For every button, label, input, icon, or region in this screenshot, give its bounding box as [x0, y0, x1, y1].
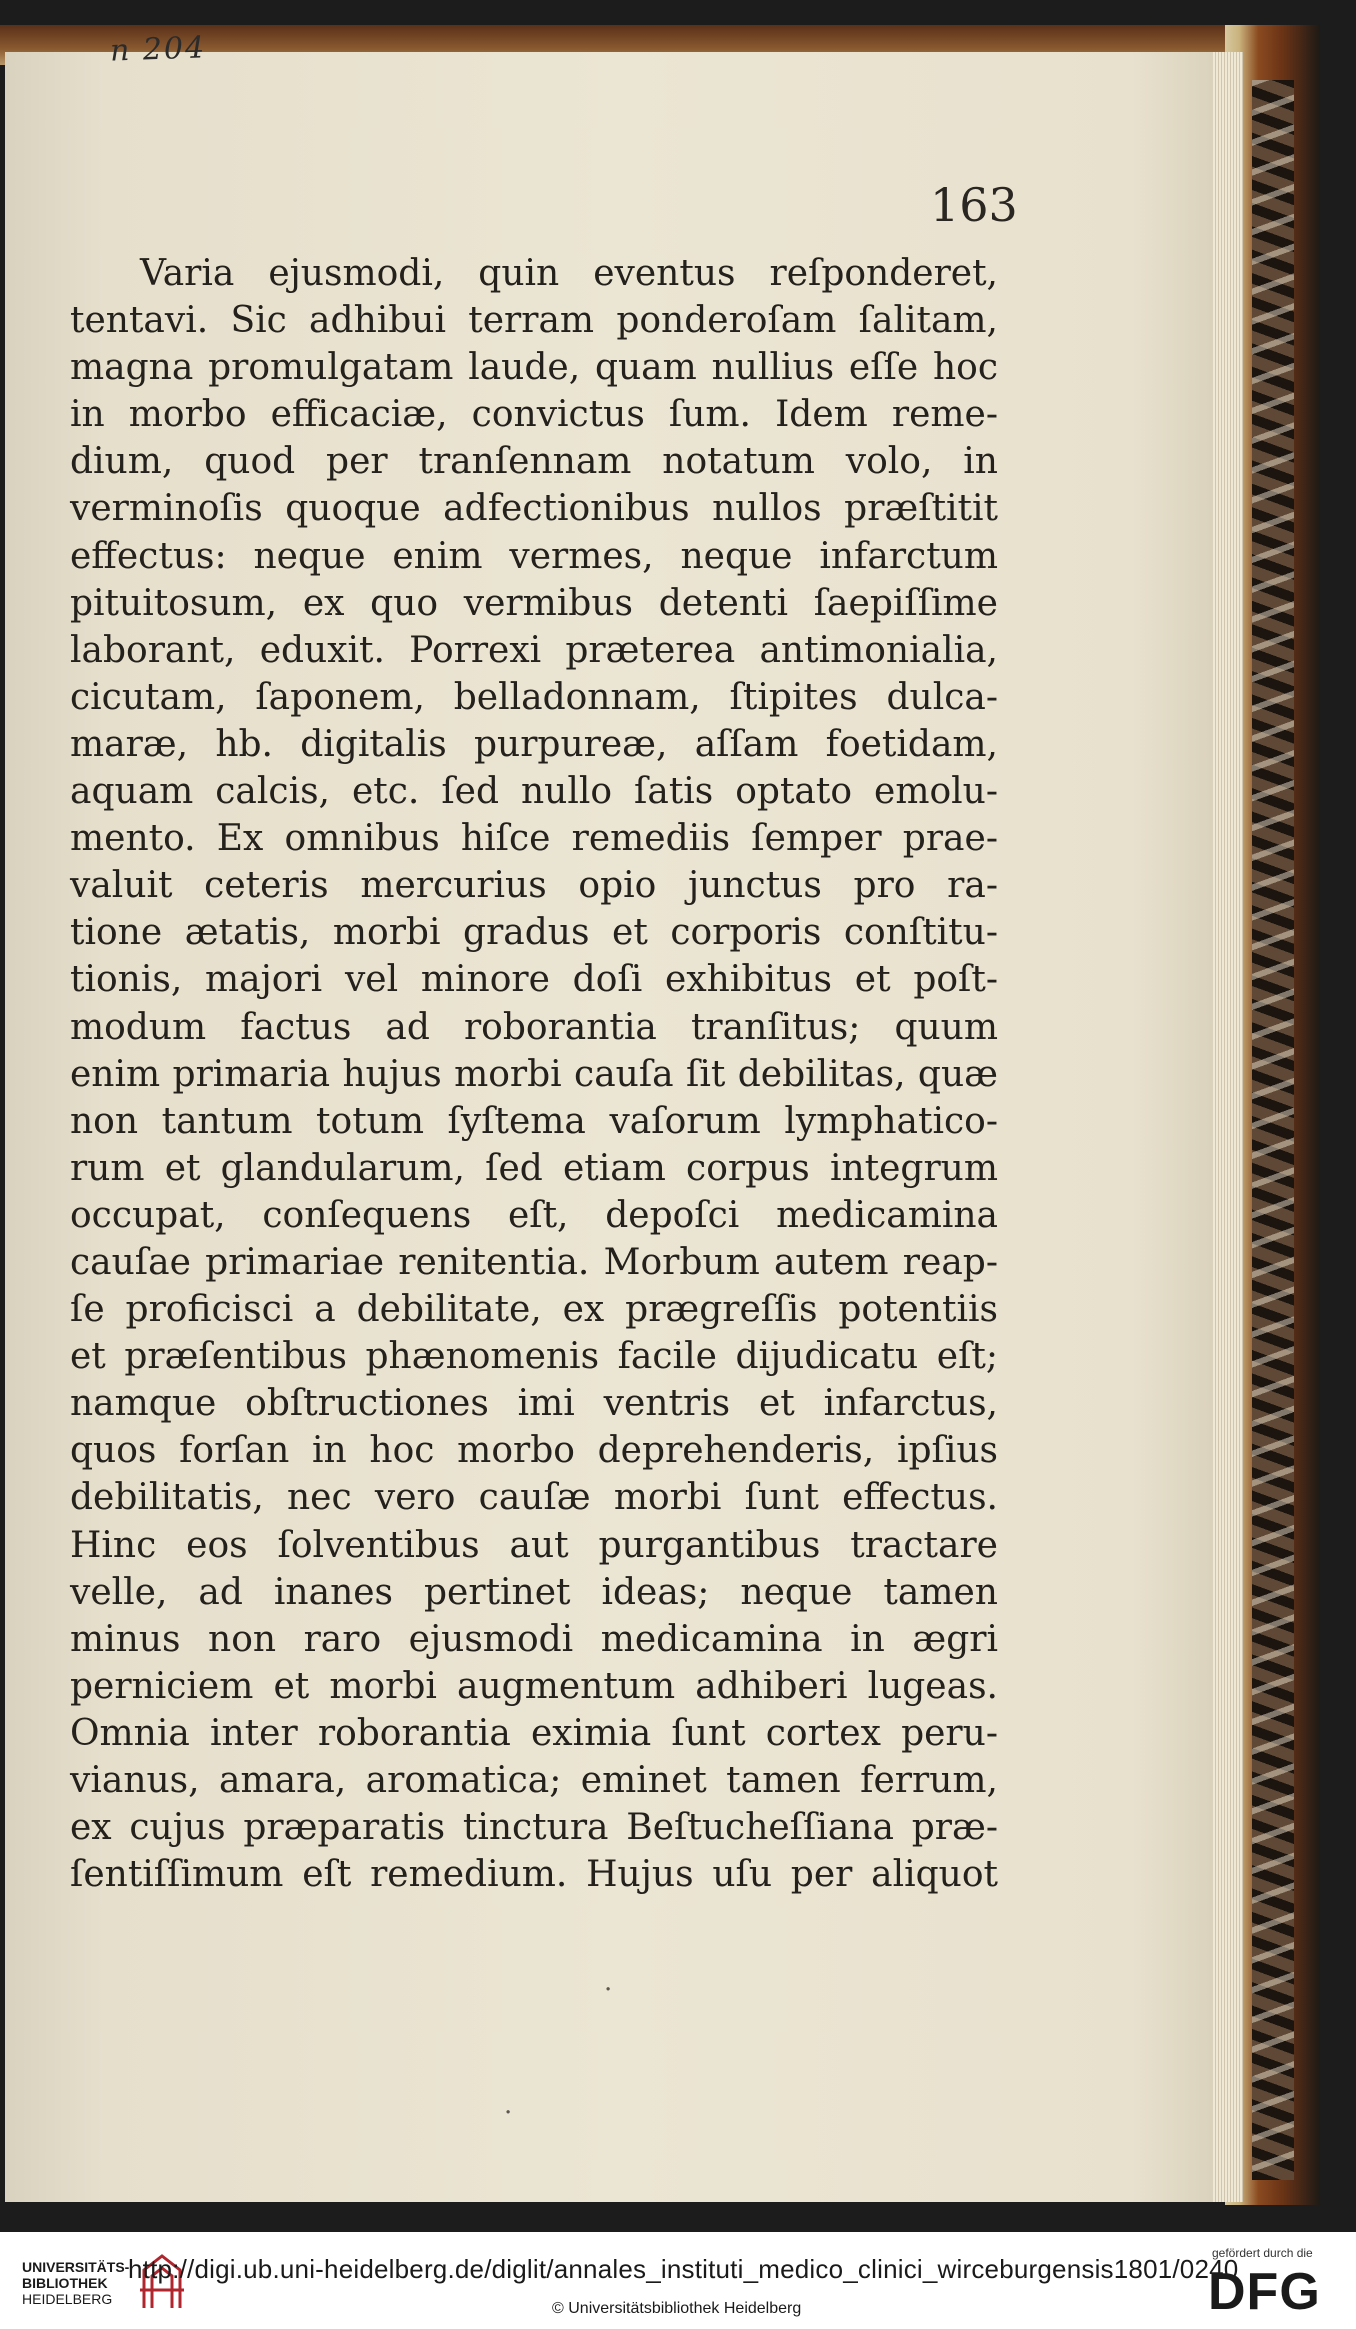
text-line: enim primaria hujus morbi cauſa ſit debilitas, quæ — [70, 1053, 998, 1095]
text-line: perniciem et morbi augmentum adhiberi lugeas. — [70, 1665, 998, 1707]
dfg-logo[interactable]: DFG — [1208, 2263, 1321, 2321]
text-line: modum factus ad roborantia tranſitus; quum — [70, 1006, 998, 1048]
text-line: in morbo efficaciæ, convictus ſum. Idem reme- — [70, 394, 998, 436]
text-line: Varia ejusmodi, quin eventus reſponderet, — [140, 253, 998, 294]
permalink-url[interactable]: http://digi.ub.uni-heidelberg.de/diglit/annales_instituti_medico_clinici_wirceburgensis1801/0240 — [128, 2254, 1239, 2284]
text-line: pituitosum, ex quo vermibus detenti ſaepiſſime — [70, 582, 998, 624]
funding-caption: gefördert durch die — [1212, 2246, 1313, 2260]
stray-dot: · — [604, 1975, 613, 2005]
text-line: aquam calcis, etc. ſed nullo ſatis optato emolu- — [70, 771, 998, 813]
text-line: tione ætatis, morbi gradus et corporis conſtitu- — [70, 912, 998, 954]
text-line: et præſentibus phænomenis facile dijudicatu eſt; — [70, 1336, 998, 1378]
text-line: verminoſis quoque adfectionibus nullos præſtitit — [70, 488, 998, 530]
text-line: velle, ad inanes pertinet ideas; neque tamen — [70, 1571, 998, 1613]
text-line: Hinc eos ſolventibus aut purgantibus tractare — [70, 1524, 998, 1566]
text-line: namque obſtructiones imi ventris et infarctus, — [70, 1383, 998, 1425]
marbled-endpaper — [1252, 80, 1294, 2180]
text-line: ſe proficisci a debilitate, ex prægreſſis potentiis — [70, 1289, 998, 1331]
library-name-line: BIBLIOTHEK — [22, 2275, 108, 2291]
text-line: tentavi. Sic adhibui terram ponderoſam ſalitam, — [70, 300, 998, 342]
text-line: debilitatis, nec vero cauſæ morbi ſunt effectus. — [70, 1477, 998, 1519]
text-line: valuit ceteris mercurius opio junctus pro ra- — [70, 865, 998, 907]
body-text — [70, 250, 998, 1898]
text-line: maræ, hb. digitalis purpureæ, aſſam foetidam, — [70, 723, 998, 765]
text-line: quos forſan in hoc morbo deprehenderis, ipſius — [70, 1430, 998, 1472]
text-line: mento. Ex omnibus hiſce remediis ſemper prae- — [70, 818, 998, 860]
text-line: rum et glandularum, ſed etiam corpus integrum — [70, 1147, 998, 1189]
page-fore-edge — [1213, 52, 1243, 2202]
library-name-line: UNIVERSITÄTS- — [22, 2259, 130, 2275]
text-line: dium, quod per tranſennam notatum volo, in — [70, 441, 998, 483]
text-line: ſentiſſimum eſt remedium. Hujus uſu per aliquot — [70, 1854, 998, 1896]
text-line: occupat, conſequens eſt, depoſci medicamina — [70, 1194, 998, 1236]
text-line: non tantum totum ſyſtema vaſorum lymphatico- — [70, 1100, 998, 1142]
text-line: cicutam, ſaponem, belladonnam, ſtipites dulca- — [70, 676, 998, 718]
handwritten-shelf-mark: n 204 — [109, 30, 207, 69]
text-line: laborant, eduxit. Porrexi præterea antimonialia, — [70, 629, 998, 671]
library-logo[interactable] — [22, 2259, 129, 2307]
page-number: 163 — [930, 178, 1018, 232]
library-name-line: HEIDELBERG — [22, 2291, 113, 2307]
text-line: magna promulgatam laude, quam nullius eſſe hoc — [70, 347, 998, 389]
text-line: cauſae primariae renitentia. Morbum autem reap- — [70, 1241, 998, 1283]
text-line: ex cujus præparatis tinctura Beſtucheſſiana præ- — [70, 1807, 998, 1849]
stray-dot: · — [504, 2098, 513, 2128]
copyright-notice: © Universitätsbibliothek Heidelberg — [552, 2300, 802, 2317]
viewer-footer — [0, 2232, 1356, 2329]
text-line: Omnia inter roborantia eximia ſunt cortex peru- — [70, 1712, 998, 1754]
text-line: effectus: neque enim vermes, neque infarctum — [70, 535, 998, 577]
text-line: tionis, majori vel minore doſi exhibitus et poſt- — [70, 959, 998, 1001]
text-line: minus non raro ejusmodi medicamina in ægri — [70, 1618, 998, 1660]
text-line: vianus, amara, aromatica; eminet tamen ferrum, — [70, 1760, 998, 1801]
